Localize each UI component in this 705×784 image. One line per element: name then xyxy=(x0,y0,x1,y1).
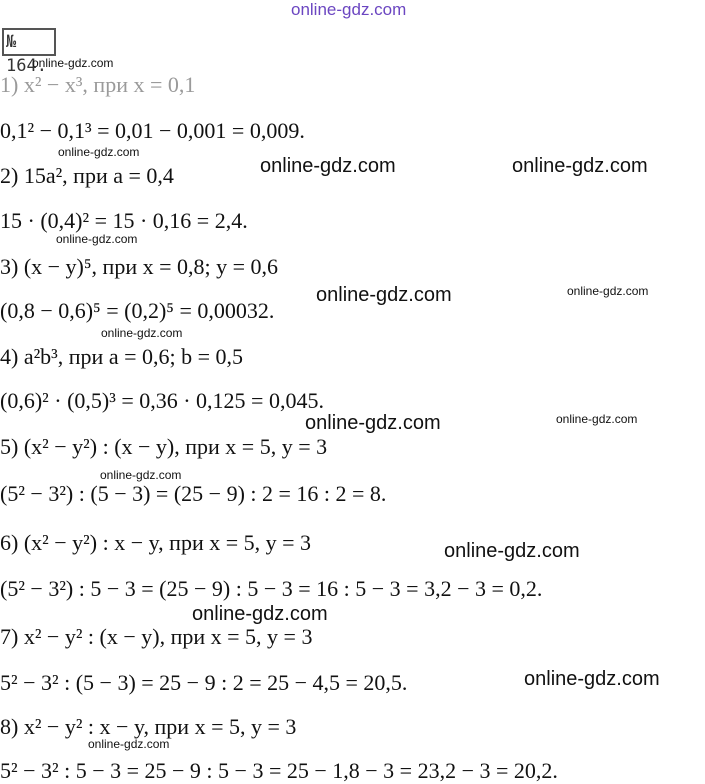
problem-1-solution: 0,1² − 0,1³ = 0,01 − 0,001 = 0,009. xyxy=(0,118,305,143)
watermark: online-gdz.com xyxy=(58,145,140,159)
watermark: online-gdz.com xyxy=(305,412,441,434)
watermark: online-gdz.com xyxy=(100,468,182,482)
watermark: online-gdz.com xyxy=(444,540,580,562)
top-watermark: online-gdz.com xyxy=(291,0,407,19)
watermark: online-gdz.com xyxy=(524,668,660,690)
problem-7-solution: 5² − 3² : (5 − 3) = 25 − 9 : 2 = 25 − 4,5 = 20,5. xyxy=(0,670,408,695)
task-number: № 164. xyxy=(2,28,56,56)
problem-7-statement: 7) x² − y² : (x − y), при x = 5, y = 3 xyxy=(0,624,313,649)
problem-8-solution: 5² − 3² : 5 − 3 = 25 − 9 : 5 − 3 = 25 − 1,8 − 3 = 23,2 − 3 = 20,2. xyxy=(0,758,558,783)
problem-3-solution: (0,8 − 0,6)⁵ = (0,2)⁵ = 0,00032. xyxy=(0,298,275,323)
watermark: online-gdz.com xyxy=(88,737,170,751)
watermark: online-gdz.com xyxy=(567,284,649,298)
problem-3-statement: 3) (x − y)⁵, при x = 0,8; y = 0,6 xyxy=(0,254,279,279)
watermark: online-gdz.com xyxy=(556,412,638,426)
watermark: online-gdz.com xyxy=(316,284,452,306)
watermark: online-gdz.com xyxy=(101,326,183,340)
watermark: online-gdz.com xyxy=(56,232,138,246)
problem-1-statement: 1) x² − x³, при x = 0,1 xyxy=(0,72,196,97)
problem-2-statement: 2) 15a², при a = 0,4 xyxy=(0,163,174,188)
problem-2-solution: 15 · (0,4)² = 15 · 0,16 = 2,4. xyxy=(0,208,248,233)
problem-4-statement: 4) a²b³, при a = 0,6; b = 0,5 xyxy=(0,344,244,369)
problem-4-solution: (0,6)² · (0,5)³ = 0,36 · 0,125 = 0,045. xyxy=(0,388,324,413)
watermark: online-gdz.com xyxy=(32,56,114,70)
watermark: online-gdz.com xyxy=(512,155,648,177)
problem-6-solution: (5² − 3²) : 5 − 3 = (25 − 9) : 5 − 3 = 16 : 5 − 3 = 3,2 − 3 = 0,2. xyxy=(0,576,543,601)
problem-8-statement: 8) x² − y² : x − y, при x = 5, y = 3 xyxy=(0,714,297,739)
problem-5-statement: 5) (x² − y²) : (x − y), при x = 5, y = 3 xyxy=(0,434,328,459)
problem-5-solution: (5² − 3²) : (5 − 3) = (25 − 9) : 2 = 16 : 2 = 8. xyxy=(0,481,387,506)
problem-6-statement: 6) (x² − y²) : x − y, при x = 5, y = 3 xyxy=(0,530,312,555)
watermark: online-gdz.com xyxy=(192,603,328,625)
watermark: online-gdz.com xyxy=(260,155,396,177)
